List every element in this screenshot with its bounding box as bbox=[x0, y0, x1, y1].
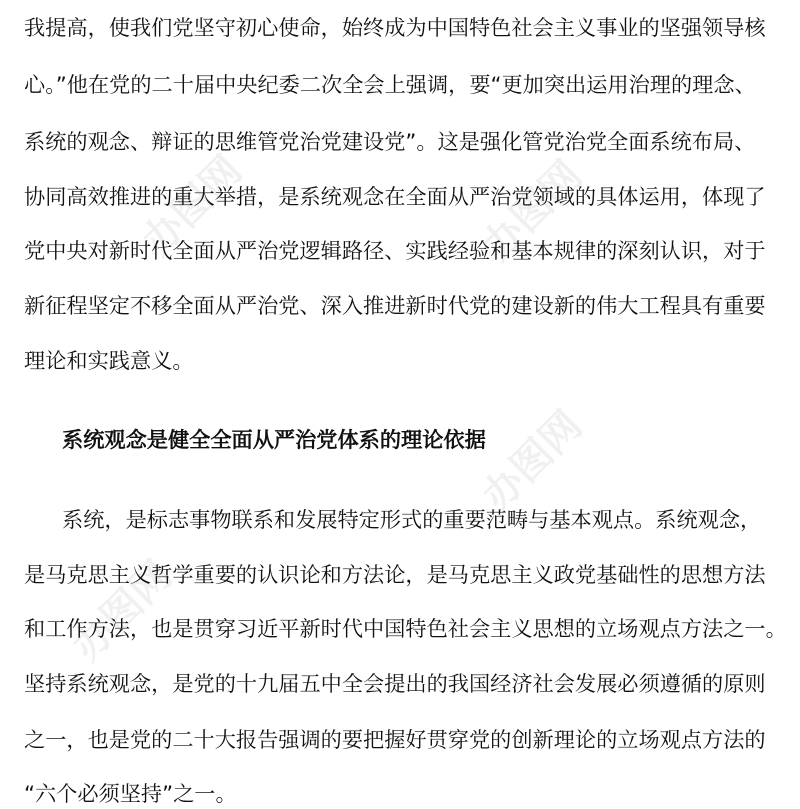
paragraph-line: 新征程坚定不移全面从严治党、深入推进新时代党的建设新的伟大工程具有重要 bbox=[24, 293, 766, 318]
watermark: 办图网 bbox=[133, 147, 252, 265]
paragraph-line: 理论和实践意义。 bbox=[24, 348, 194, 373]
paragraph-line: 系统，是标志事物联系和发展特定形式的重要范畴与基本观点。系统观念， bbox=[62, 507, 762, 532]
paragraph-line: 协同高效推进的重大举措，是系统观念在全面从严治党领域的具体运用，体现了 bbox=[24, 184, 766, 209]
paragraph-line: 坚持系统观念，是党的十九届五中全会提出的我国经济社会发展必须遵循的原则 bbox=[24, 671, 766, 696]
paragraph-line: 我提高，使我们党坚守初心使命，始终成为中国特色社会主义事业的坚强领导核 bbox=[24, 15, 766, 40]
watermark: 办图网 bbox=[63, 552, 182, 670]
watermark: 办图网 bbox=[473, 402, 592, 520]
paragraph-line: “六个必须坚持”之一。 bbox=[24, 781, 237, 806]
paragraph-line: 党中央对新时代全面从严治党逻辑路径、实践经验和基本规律的深刻认识，对于 bbox=[24, 238, 766, 263]
section-heading: 系统观念是健全全面从严治党体系的理论依据 bbox=[62, 427, 486, 452]
paragraph-line: 之一，也是党的二十大报告强调的要把握好贯穿党的创新理论的立场观点方法的 bbox=[24, 727, 766, 752]
paragraph-line: 和工作方法，也是贯穿习近平新时代中国特色社会主义思想的立场观点方法之一。 bbox=[24, 616, 787, 641]
watermark: 办图网 bbox=[473, 152, 592, 270]
paragraph-line: 是马克思主义哲学重要的认识论和方法论，是马克思主义政党基础性的思想方法 bbox=[24, 562, 766, 587]
paragraph-line: 系统的观念、辩证的思维管党治党建设党”。这是强化管党治党全面系统布局、 bbox=[24, 129, 756, 154]
paragraph-line: 心。”他在党的二十届中央纪委二次全会上强调，要“更加突出运用治理的理念、 bbox=[24, 72, 756, 97]
